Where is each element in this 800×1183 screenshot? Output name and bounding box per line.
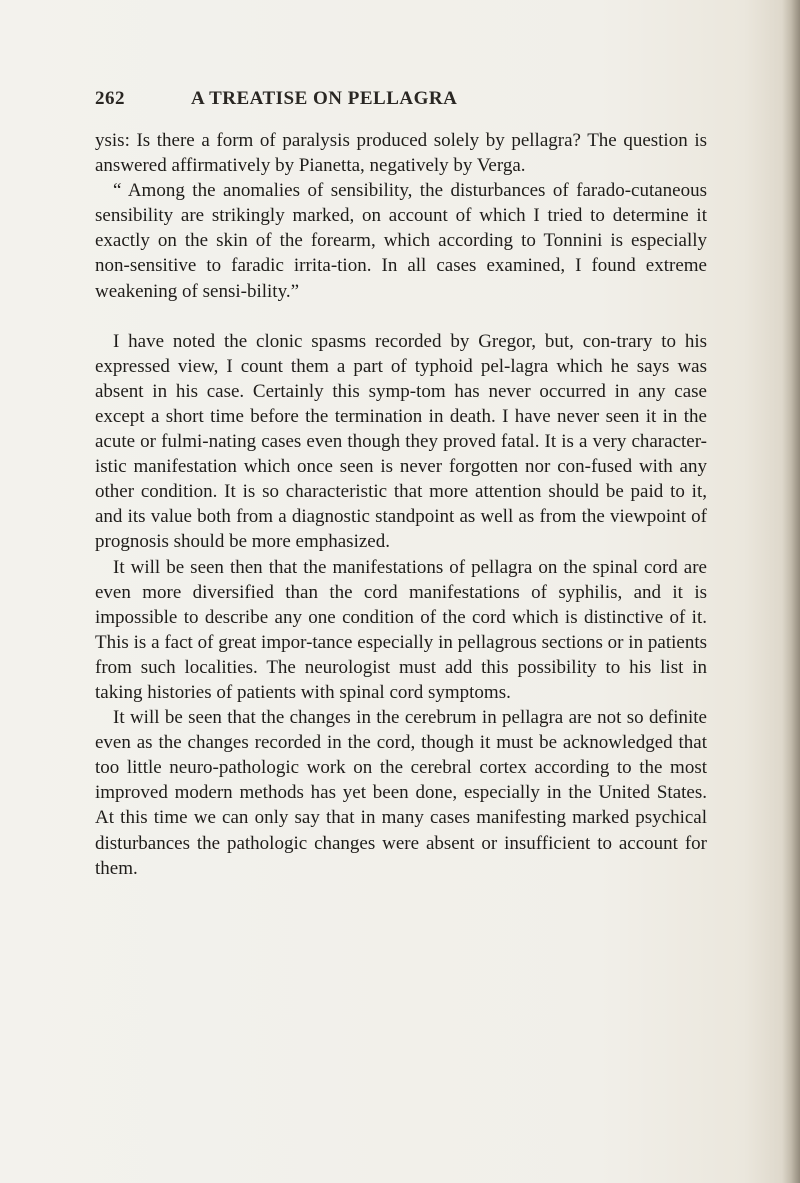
paragraph-quote: “ Among the anomalies of sensibility, the disturbances of farado-cutaneous sensibility are strikingly marked, on account of which I tried to determine it exactly on the skin of the forearm, which according to Tonnini is especially non-sensitive to faradic irrita-tion. In all cases examined, I found extreme weakening of sensi-bility.” [95, 180, 707, 302]
paragraph-continuation: ysis: Is there a form of paralysis produced solely by pellagra? The question is answered affirmatively by Pianetta, negatively by Verga. [95, 130, 707, 177]
page-number: 262 [95, 88, 125, 109]
paragraph-cerebrum: It will be seen that the changes in the cerebrum in pellagra are not so definite even as the changes recorded in the cord, though it must be acknowledged that too little neuro-pathologic work on the cerebral cortex according to the most improved modern methods has yet been done, especially in the United States. At this time we can only say that in many cases manifesting marked psychical disturbances the pathologic changes were absent or insufficient to account for them. [95, 707, 707, 879]
page-header [95, 88, 705, 112]
page-edge-shadow [782, 0, 800, 1183]
paragraph-clonic-spasms: I have noted the clonic spasms recorded by Gregor, but, con-trary to his expressed view, I count them a part of typhoid pel-lagra which he says was absent in his case. Certainly this symp-tom has never occurred in any case except a short time before the termination in death. I have never seen it in the acute or fulmi-nating cases even though they proved fatal. It is a very character-istic manifestation which once seen is never forgotten nor con-fused with any other condition. It is so characteristic that more attention should be paid to it, and its value both from a diagnostic standpoint as well as from the viewpoint of prognosis should be more emphasized. [95, 330, 707, 553]
running-head: A TREATISE ON PELLAGRA [191, 88, 458, 109]
paragraph-spinal-cord: It will be seen then that the manifestations of pellagra on the spinal cord are even more diversified than the cord manifestations of syphilis, and it is impossible to describe any one condition of the cord which is distinctive of it. This is a fact of great impor-tance especially in pellagrous sections or in patients from such localities. The neurologist must add this possibility to his list in taking histories of patients with spinal cord symptoms. [95, 556, 707, 703]
page-body [95, 128, 707, 881]
